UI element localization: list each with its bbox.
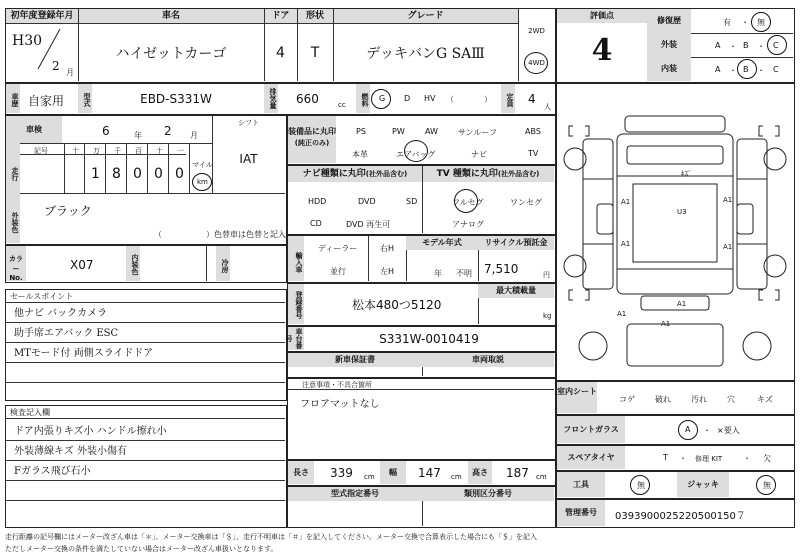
- windshield-dot: ・: [703, 426, 711, 435]
- interior-c: C: [773, 65, 779, 74]
- mileage-label: 走行: [6, 143, 20, 193]
- sales-point-line-2: 助手席エアバック ESC: [14, 328, 119, 339]
- drive-4wd: 4WD: [528, 59, 545, 67]
- car-diagram: [557, 84, 793, 379]
- mileage-unit-km: km: [197, 178, 208, 186]
- equip-pw: PW: [392, 127, 405, 136]
- drive-2wd: 2WD: [528, 27, 545, 35]
- length-label: 長さ: [288, 461, 314, 484]
- chassis-block: [287, 326, 556, 352]
- equipment-block: [287, 115, 556, 165]
- mileage-unit-mile: マイル: [192, 161, 213, 169]
- equip-airbag: エアバッグ: [396, 150, 436, 159]
- chassis-label: 車台番号: [285, 328, 303, 349]
- drive-4wd-circle: [524, 52, 548, 74]
- equip-abs: ABS: [525, 127, 541, 136]
- mileage-sub-kigo: 記号: [34, 147, 48, 155]
- width-value: 147: [418, 466, 441, 480]
- import-label: 輸入車: [288, 236, 304, 281]
- first-reg-month: 2: [52, 59, 60, 73]
- management-label: 管理番号: [557, 500, 605, 526]
- equipment-sub: (純正のみ): [294, 139, 330, 147]
- mileage-digit-1: 1: [91, 166, 100, 182]
- mileage-digit-4: 0: [154, 166, 163, 182]
- navi-header: [288, 166, 422, 182]
- capacity-label: 定員: [501, 84, 515, 113]
- color-no-row: [5, 245, 287, 283]
- diagram-mark-4: U3: [677, 208, 687, 216]
- tv-fullseg: フルセグ: [452, 198, 484, 207]
- mileage-sub-man: 万: [93, 147, 100, 155]
- sales-point-block: [5, 289, 287, 401]
- mileage-digit-5: 0: [175, 166, 184, 182]
- seat-opt-dirt: 汚れ: [691, 395, 707, 404]
- door-value: 4: [276, 45, 285, 61]
- import-lh: 左H: [380, 267, 395, 276]
- mileage-km-circle: [192, 173, 212, 191]
- inspector-line-1: ドア内張りキズ小 ハンドル擦れ小: [14, 426, 167, 437]
- seat-opt-burn: コゲ: [619, 395, 635, 404]
- color-label: 外装色: [6, 193, 20, 243]
- interior-dot1: ・: [729, 66, 737, 75]
- spec-row: [5, 83, 556, 115]
- car-name-value: ハイゼットカーゴ: [115, 46, 227, 62]
- navi-cd: CD: [310, 219, 322, 228]
- recycle-unit: 円: [543, 271, 550, 279]
- exterior-dot1: ・: [729, 42, 737, 51]
- score-block: [556, 8, 795, 83]
- inspection-block: [5, 115, 287, 245]
- seat-opt-hole: 穴: [727, 395, 735, 404]
- navi-hdd: HDD: [308, 197, 327, 206]
- height-unit: cm: [536, 473, 547, 481]
- equip-tv: TV: [528, 149, 539, 158]
- category-label: 類別区分番号: [422, 487, 554, 501]
- fuel-paren-open: （: [446, 95, 454, 104]
- diagram-mark-8: A1: [617, 310, 627, 318]
- jack-label: ジャッキ: [677, 472, 729, 497]
- diagram-mark-2: A1: [621, 240, 631, 248]
- exterior-c: C: [773, 41, 779, 50]
- model-year-unit: 年: [434, 269, 442, 278]
- height-value: 187: [506, 466, 529, 480]
- fuel-hv: HV: [424, 94, 436, 103]
- car-diagram-block: [556, 83, 795, 381]
- spare-t: T: [663, 453, 668, 462]
- seat-opt-tear: 破れ: [655, 395, 671, 404]
- sales-point-label: セールスポイント: [10, 292, 74, 301]
- mileage-sub-hyaku: 百: [135, 147, 142, 155]
- seat-label: 室内シート: [557, 382, 597, 413]
- tv-fullseg-circle: [454, 189, 478, 213]
- tv-label: TV 種類に丸印: [436, 169, 498, 179]
- repair-yes: 有: [723, 18, 731, 27]
- equip-sunroof: サンルーフ: [458, 128, 497, 137]
- inspector-line-2: 外装薄線キズ 外装小傷有: [14, 446, 127, 457]
- tools-block: [556, 471, 795, 499]
- mileage-sub-10man: 十: [72, 147, 79, 155]
- spare-kit: 修理 KIT: [695, 455, 723, 463]
- windshield-replace: ×要入: [717, 426, 740, 435]
- fuel-label: 燃料: [356, 84, 370, 113]
- width-unit: cm: [451, 473, 462, 481]
- designation-block: [287, 486, 556, 528]
- score-value: 4: [591, 33, 613, 68]
- interior-dot2: ・: [757, 66, 765, 75]
- vehicle-header-block: [5, 8, 556, 83]
- sales-point-line-1: 他ナビ バックカメラ: [14, 308, 108, 319]
- first-reg-header: 初年度登録年月: [6, 9, 78, 23]
- repair-no-circle: [751, 12, 771, 32]
- inspection-year-unit: 年: [134, 131, 142, 140]
- repair-label: 修復歴: [647, 9, 691, 33]
- mileage-digit-2: 8: [112, 166, 121, 182]
- import-rh: 右H: [380, 244, 395, 253]
- diagram-mark-7: A1: [677, 300, 687, 308]
- capacity-unit: 人: [544, 103, 551, 111]
- repair-dot: ・: [741, 18, 749, 27]
- capacity-value: 4: [528, 92, 536, 106]
- inspection-label: 車検: [6, 116, 62, 143]
- length-value: 339: [330, 466, 353, 480]
- fuel-d: D: [404, 94, 411, 103]
- manual-label: 車両取説: [422, 353, 554, 367]
- caution-label: 注意事項・不具合箇所: [302, 381, 372, 389]
- inspector-block: [5, 405, 287, 528]
- usage-value: 自家用: [28, 94, 65, 108]
- spare-block: [556, 445, 795, 471]
- management-value: 0393900025220500150７: [615, 511, 746, 522]
- caution-text: フロアマットなし: [300, 399, 380, 410]
- management-block: [556, 499, 795, 528]
- equip-ps: PS: [356, 127, 366, 136]
- first-reg-year: H30: [12, 33, 43, 49]
- interior-b-circle: [737, 59, 757, 79]
- import-block: [287, 235, 556, 283]
- warranty-label: 新車保証書: [288, 353, 422, 367]
- exterior-dot2: ・: [757, 42, 765, 51]
- recycle-label: リサイクル預託金: [478, 236, 554, 250]
- docs-block: [287, 352, 556, 378]
- model-year-unknown: 不明: [456, 269, 472, 278]
- navi-dvd-play: DVD 再生可: [346, 220, 391, 229]
- tools-none-circle: [630, 475, 650, 495]
- displacement-label: 排気量: [264, 84, 278, 113]
- interior-label: 内装: [647, 57, 691, 81]
- navi-tv-block: [287, 165, 556, 235]
- tv-sub: (社外品含む): [497, 170, 540, 178]
- jack-value: 無: [763, 481, 771, 490]
- tools-value: 無: [637, 481, 645, 490]
- windshield-a-circle: [678, 420, 698, 440]
- diagram-mark-1: A1: [621, 198, 631, 206]
- repair-no: 無: [757, 18, 765, 27]
- interior-a: A: [715, 65, 721, 74]
- color-no-value: X07: [70, 258, 94, 272]
- interior-b: B: [743, 65, 749, 74]
- exterior-b: B: [743, 41, 749, 50]
- registration-value: 松本480つ5120: [352, 298, 442, 312]
- equipment-label: [288, 116, 336, 163]
- exterior-c-circle: [767, 35, 787, 55]
- inspector-label: 検査記入欄: [10, 408, 50, 417]
- equip-navi: ナビ: [471, 150, 487, 159]
- jack-none-circle: [756, 475, 776, 495]
- color-value: ブラック: [44, 204, 92, 218]
- mileage-sub-ichi: 一: [177, 147, 184, 155]
- import-dealer: ディーラー: [318, 244, 358, 253]
- spare-label: スペアタイヤ: [557, 446, 625, 469]
- chassis-value: S331W-0010419: [379, 332, 479, 346]
- first-reg-month-unit: 月: [66, 68, 74, 77]
- seat-opt-scratch: キズ: [757, 395, 773, 404]
- shift-label: シフト: [238, 119, 259, 127]
- mileage-sub-juu: 十: [156, 147, 163, 155]
- shift-value: IAT: [239, 152, 258, 166]
- door-header: ドア: [264, 9, 297, 23]
- max-load-label: 最大積載量: [478, 284, 554, 298]
- tools-label: 工具: [557, 472, 605, 497]
- exterior-a: A: [715, 41, 721, 50]
- inspection-month: 2: [164, 124, 172, 138]
- inspection-year: 6: [102, 124, 110, 138]
- designation-label: 型式指定番号: [288, 487, 422, 501]
- diagram-mark-5: A1: [723, 196, 733, 204]
- registration-block: [287, 283, 556, 326]
- fuel-g: G: [379, 94, 386, 103]
- windshield-a: A: [685, 425, 691, 434]
- diagram-mark-6: A1: [723, 243, 733, 251]
- displacement-value: 660: [296, 92, 319, 106]
- tv-header: [422, 166, 554, 182]
- max-load-unit: kg: [543, 312, 552, 320]
- equipment-label-text: 装備品に丸印: [288, 127, 336, 136]
- ac-label: 冷房: [216, 246, 230, 281]
- navi-sub: (社外品含む): [365, 170, 408, 178]
- mileage-digit-3: 0: [133, 166, 142, 182]
- seat-block: [556, 381, 795, 415]
- dims-block: [287, 460, 556, 486]
- spare-dot2: ・: [743, 454, 751, 463]
- import-parallel: 並行: [330, 267, 346, 276]
- equip-aw: AW: [425, 127, 438, 136]
- usage-label: 車歴: [6, 84, 20, 113]
- windshield-label: フロントガラス: [557, 416, 625, 443]
- shape-header: 形状: [297, 9, 333, 23]
- diagram-mark-3: A1: [661, 320, 671, 328]
- height-label: 高さ: [468, 461, 492, 484]
- inspection-month-unit: 月: [190, 131, 198, 140]
- navi-sd: SD: [406, 197, 418, 206]
- interior-color-label: 内装色: [126, 246, 140, 281]
- color-note: ）色替車は色替と記入: [206, 230, 286, 239]
- fuel-paren-close: ）: [484, 95, 492, 104]
- fuel-g-circle: [371, 89, 391, 109]
- color-note-open: （: [154, 230, 162, 239]
- sales-point-line-3: MTモード付 両側スライドドア: [14, 348, 154, 359]
- car-name-header: 車名: [78, 9, 264, 23]
- model-label: 型式: [78, 84, 92, 113]
- width-label: 幅: [380, 461, 406, 484]
- score-label: 評価点: [557, 9, 647, 23]
- tv-analog: アナログ: [452, 220, 484, 229]
- inspector-line-3: Fガラス飛び石小: [14, 466, 91, 477]
- spare-dot1: ・: [679, 454, 687, 463]
- length-unit: cm: [364, 473, 375, 481]
- shape-value: T: [310, 45, 320, 61]
- windshield-block: [556, 415, 795, 445]
- footnote-line-1: 走行距離の記号欄にはメーター改ざん車は「＊」、メーター交換車は「＄」、走行不明車は「＃」を記入してください。メーター交換で合算表示した場合にも「＄」を記入: [5, 533, 537, 541]
- footnote-line-2: ただしメーター交換の条件を満たしていない場合はメーター改ざん車扱いとなります。: [5, 545, 278, 553]
- exterior-label: 外装: [647, 33, 691, 57]
- model-value: EBD-S331W: [140, 92, 212, 106]
- displacement-unit: cc: [338, 101, 346, 109]
- registration-label: 登録番号: [288, 284, 304, 324]
- tv-oneseg: ワンセグ: [510, 198, 542, 207]
- equip-leather: 本革: [352, 150, 368, 159]
- grade-header: グレード: [333, 9, 518, 23]
- model-year-label: モデル年式: [406, 236, 478, 250]
- diagram-mark-9: ｷｽﾞ: [681, 170, 692, 178]
- equip-airbag-circle: [404, 140, 428, 162]
- color-no-label: カラーNo.: [6, 246, 26, 281]
- navi-dvd: DVD: [358, 197, 376, 206]
- caution-block: [287, 378, 556, 460]
- navi-label: ナビ種類に丸印: [302, 169, 366, 179]
- mileage-sub-sen: 千: [114, 147, 121, 155]
- grade-value: デッキバンG SAⅢ: [366, 46, 485, 62]
- spare-missing: 欠: [763, 454, 771, 463]
- recycle-value: 7,510: [484, 262, 519, 276]
